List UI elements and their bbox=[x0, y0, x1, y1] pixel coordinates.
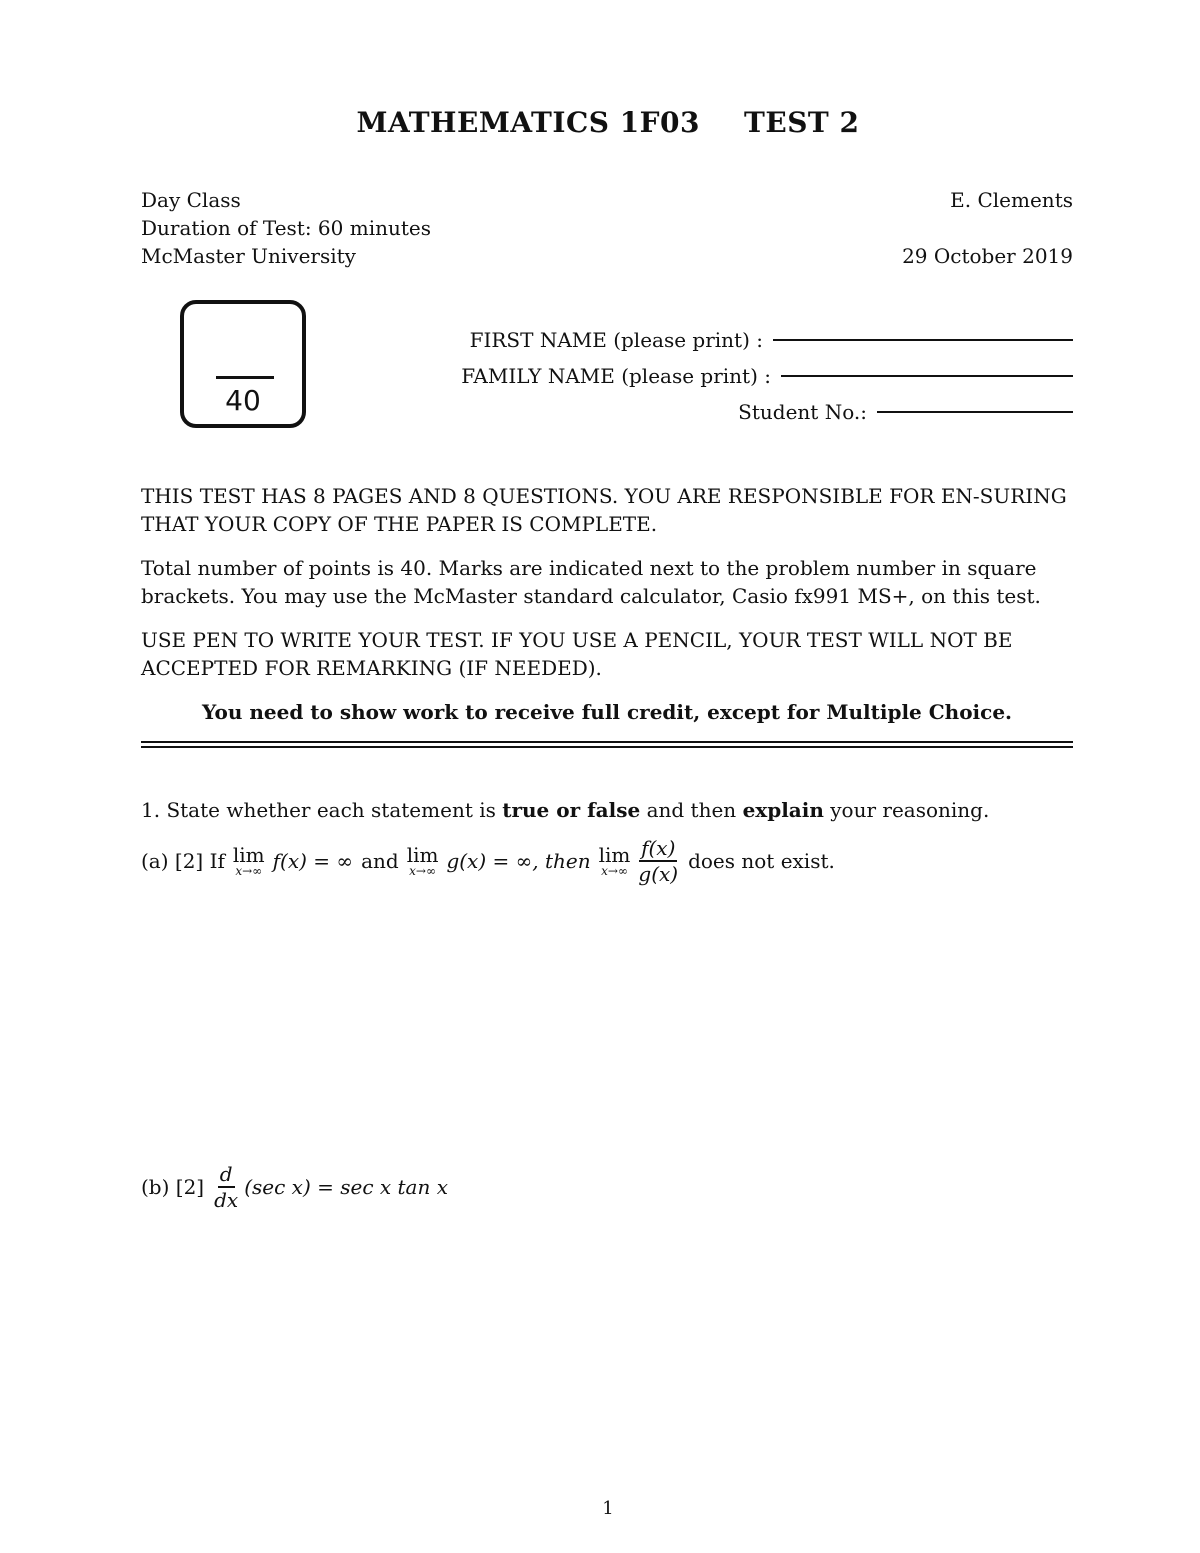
question-1b bbox=[141, 1162, 1073, 1212]
q1-explain: explain bbox=[742, 798, 824, 822]
lim-word: lim bbox=[598, 843, 631, 867]
score-fraction-bar bbox=[216, 376, 274, 379]
student-no-field[interactable] bbox=[738, 400, 1073, 424]
q1b-expression: (sec x) = sec x tan x bbox=[244, 1175, 448, 1199]
page-number: 1 bbox=[602, 1498, 614, 1519]
frac-denominator: g(x) bbox=[638, 862, 679, 886]
class-type: Day Class bbox=[141, 188, 241, 212]
limit-3 bbox=[599, 845, 631, 877]
divider-bottom bbox=[141, 746, 1073, 748]
q1a-tail: does not exist. bbox=[688, 849, 835, 873]
test-title: TEST 2 bbox=[744, 106, 860, 139]
course-title: MATHEMATICS 1F03 bbox=[356, 106, 701, 139]
first-name-line[interactable] bbox=[773, 339, 1073, 341]
frac-numerator: f(x) bbox=[641, 836, 676, 860]
q1-intro-text-3: your reasoning. bbox=[823, 798, 990, 822]
family-name-label: FAMILY NAME (please print) : bbox=[461, 364, 771, 388]
question-1-intro bbox=[141, 796, 1073, 824]
instructions-pen: USE PEN TO WRITE YOUR TEST. IF YOU USE A PENCIL, YOUR TEST WILL NOT BE ACCEPTED FOR REMARKING (IF NEEDED). bbox=[141, 628, 1013, 680]
instructions-pages: THIS TEST HAS 8 PAGES AND 8 QUESTIONS. YOU ARE RESPONSIBLE FOR EN-SURING THAT YOUR COPY OF THE PAPER IS COMPLETE. bbox=[141, 484, 1067, 536]
question-1a bbox=[141, 836, 1073, 886]
d-numerator: d bbox=[219, 1162, 233, 1186]
header-left-block bbox=[141, 186, 431, 270]
lim-sub: x→∞ bbox=[601, 864, 628, 878]
f-limit-expr: f(x) = ∞ bbox=[272, 849, 354, 873]
q1-true-false: true or false bbox=[502, 798, 641, 822]
first-name-label: FIRST NAME (please print) : bbox=[469, 328, 763, 352]
divider-top bbox=[141, 741, 1073, 743]
q1-intro-text-2: and then bbox=[640, 798, 743, 822]
score-denominator: 40 bbox=[225, 384, 261, 417]
instructor: E. Clements bbox=[950, 188, 1073, 212]
lim-sub: x→∞ bbox=[235, 864, 263, 878]
lim-word: lim bbox=[406, 843, 439, 867]
limit-2 bbox=[407, 845, 439, 877]
family-name-line[interactable] bbox=[781, 375, 1073, 377]
fraction-f-over-g bbox=[636, 836, 680, 886]
lim-word: lim bbox=[232, 843, 265, 867]
student-no-label: Student No.: bbox=[738, 400, 867, 424]
lim-sub: x→∞ bbox=[409, 864, 436, 878]
q1-intro-text: 1. State whether each statement is bbox=[141, 798, 503, 822]
instructions-show-work: You need to show work to receive full credit, except for Multiple Choice. bbox=[201, 700, 1013, 724]
first-name-field[interactable] bbox=[470, 328, 1073, 352]
score-box bbox=[180, 300, 306, 428]
dx-denominator: dx bbox=[214, 1188, 239, 1212]
and-word: and bbox=[361, 849, 399, 873]
student-no-line[interactable] bbox=[877, 411, 1073, 413]
g-limit-expr: g(x) = ∞, then bbox=[446, 849, 591, 873]
university: McMaster University bbox=[141, 244, 356, 268]
test-date: 29 October 2019 bbox=[902, 244, 1073, 268]
instructions-points: Total number of points is 40. Marks are indicated next to the problem number in square brackets. You may use the McMaster standard calculator, Casio fx991 MS+, on this test. bbox=[141, 556, 1041, 608]
q1a-label: (a) [2] If bbox=[141, 849, 225, 873]
limit-1 bbox=[233, 845, 265, 877]
duration: Duration of Test: 60 minutes bbox=[141, 216, 431, 240]
page-title bbox=[0, 106, 1200, 139]
q1b-label: (b) [2] bbox=[141, 1175, 205, 1199]
derivative-operator bbox=[212, 1162, 240, 1212]
family-name-field[interactable] bbox=[461, 364, 1073, 388]
